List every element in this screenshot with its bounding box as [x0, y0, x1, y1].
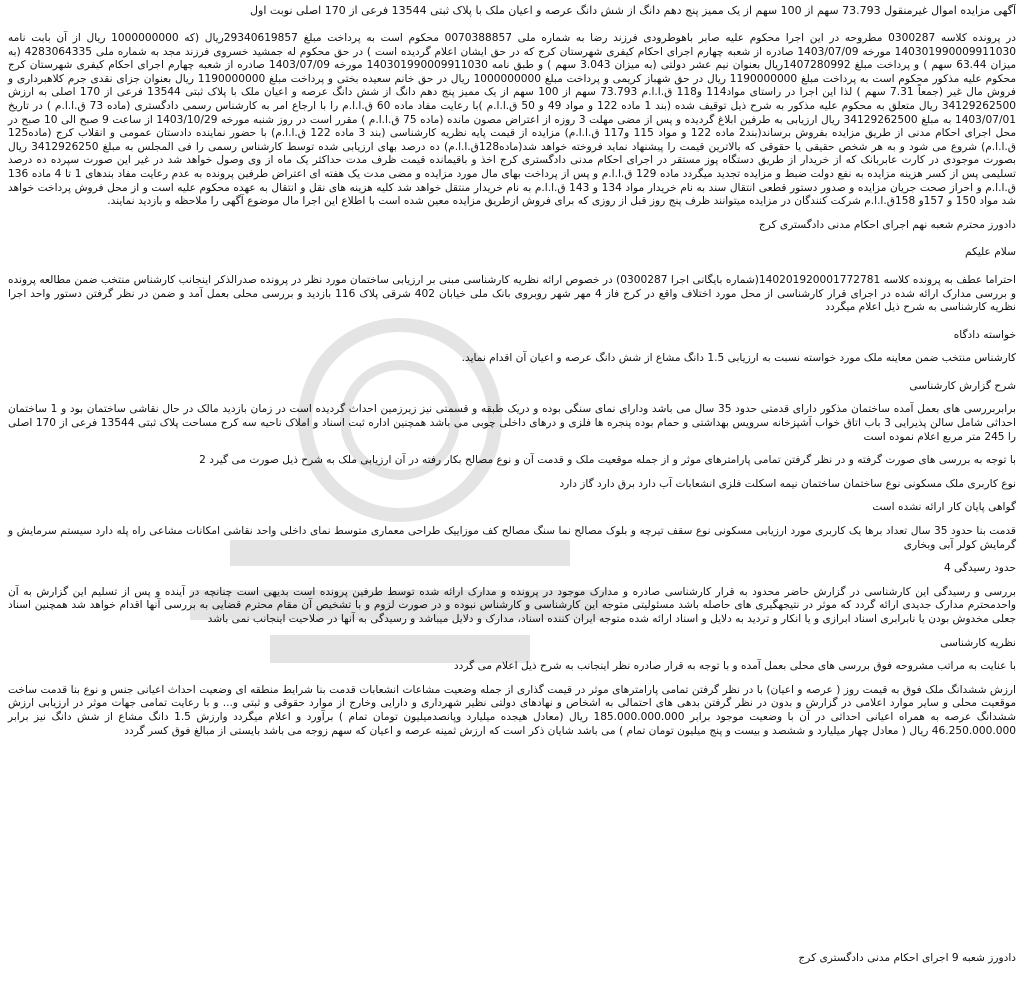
heading-court-request: خواسته دادگاه	[953, 328, 1016, 341]
paragraph-opinion-intro: با عنایت به مراتب مشروحه فوق بررسی های محلی بعمل آمده و با توجه به قرار صادره نظر اینجانب به شرح ذیل اعلام می گردد	[453, 660, 1016, 673]
paragraph-expert-intro: احتراما عطف به پرونده کلاسه 140201920001772781(شماره بایگانی اجرا 0300287) در خصوص ارائه نظریه کارشناسی مبنی بر ارزیابی ساختمان مورد نظر در پرونده صدرالذکر اینجانب کارشناس منتخب ضمن مطالعه پرونده و بررسی مدارک ارائه شده در اجرای قرار کارشناسی از محل مورد اختلاف واقع در کرج فاز 4 مهر شهر روبروی بانک ملی خیابان 402 شرقی پلاک 116 بازدید و بررسی محلی بعمل آمد و ضمن در نظر گرفتن دستور واحد اجرا نظریه کارشناسی به شرح ذیل اعلام میگردد	[8, 273, 1016, 314]
paragraph-completion-cert: گواهی پایان کار ارائه نشده است	[872, 501, 1016, 514]
heading-review-scope: حدود رسیدگی 4	[943, 562, 1016, 575]
heading-report: شرح گزارش کارشناسی	[909, 379, 1016, 392]
paragraph-case-summary: در پرونده کلاسه 0300287 مطروحه در این اجرا محکوم علیه صابر باهوطرودی فرزند رضا به شماره ملی 0070388857 محکوم است به پرداخت مبلغ 29340619857ریال (که 1000000000 ریال از آن بابت نامه 140301990009911030 مورخه 1403/07/09 صادره از شعبه چهارم اجرای احکام کیفری شهرستان کرج که در حق ایشان اعلام گردیده است ) در حق محکوم له جمشید خسروی فرزند مجد به شماره ملی 4283064335 (به میزان 63.44 سهم ) و پرداخت مبلغ 1407280992ریال بعنوان نیم عشر دولتی (به میزان 3.043 سهم ) و طبق نامه 140301990009911030 مورخه 1403/07/09 صادره از شعبه چهارم اجرای احکام کیفری شهرستان کرج محکوم علیه مذکور محکوم است به پرداخت مبلغ 1190000000 ریال در حق شهباز کریمی و پرداخت مبلغ 1000000000 ریال در حق خانم سعیده بختی و پرداخت مبلغ 1190000000 ریال بعنوان جزای نقدی جرم کلاهبرداری و فروش مال غیر (جمعاً 7.31 سهم ) لذا این اجرا در راستای مواد114 و118 ق.ا.ا.م 73.793 سهم از 100 سهم از یک ممیز پنج دهم دانگ از شش دانگ عرصه و اعیان ملک با پلاک ثبتی 13544 فرعی از 170 اصلی به ارزش 34129262500 ریال متعلق به محکوم علیه مذکور به شرح ذیل توقیف شده (بند 1 ماده 122 و مواد 49 و 50 ق.ا.ا.م )با رعایت مفاد ماده 60 ق.ا.ا.م را با ارجاع امر به کارشناس رسمی دادگستری (ماده 73 ق.ا.ا.م ) در تاریخ 1403/07/01 به مبلغ 34129262500 ریال ارزیابی به طرفین ابلاغ گردیده و پس از مضی مهلت 3 روزه از اعتراض مصون مانده (ماده 75 ق.ا.ا.م ) مقرر است در روز شنبه مورخه 1403/10/29 از ساعت 9 صبح الی 10 صبح در محل اجرای احکام مدنی از طریق مزایده بفروش برساند(بند2 ماده 122 و مواد 115 و117 ق.ا.ا.م) مزایده از قیمت پایه نظریه کارشناسی (بند 3 ماده 122 ق.ا.ا.م) با حضور نماینده دادستان عمومی و انقلاب کرج (ماده125 ق.ا.ا.م) شروع می شود و به هر شخص حقیقی یا حقوقی که بالاترین قیمت را پیشنهاد نماید فروخته خواهد شد(ماده128ق.ا.ا.م) ده درصد بهای ارزیابی شده توسط کارشناس رسمی را فی المجلس به مبلغ 3412926250 ریال بصورت موجودی در کارت عابربانک که از خریدار از طریق دستگاه پوز مستقر در اجرای احکام مدنی دادگستری کرج اخذ و باقیمانده قیمت ظرف مدت حداکثر یک ماه از وی وصول خواهد شد در غیر این صورت سپرده ده درصد تسلیمی پس از کسر هزینه مزایده به نفع دولت ضبط و مزایده تجدید میگردد ماده 129 ق.ا.ا.م و پس از پرداخت بهای مال مورد مزایده و مضی مدت یک هفته ای اعتراض طرفین پرونده به عدم رعایت مفاد بندهای 1 تا 4 ماده 136 ق.ا.ا.م و احراز صحت جریان مزایده و صدور دستور قطعی انتقال سند به نام خریدار مواد 134 و 143 ق.ا.ا.م به نام خریدار منتقل خواهد شد کلیه هزینه های نقل و انتقال به عهده محکوم علیه است و از محل فروش پرداخت خواهد شد مواد 150 و 157و 158ق.ا.ا.م شرکت کنندگان در مزایده میتوانند ظرف پنج روز قبل از روزی که برای فروش ازطریق مزایده معین شده است با اطلاع این اجرا مال موضوع آگهی را ملاحظه و بازدید نمایند.	[8, 32, 1017, 208]
signature-line: دادورز شعبه 9 اجرای احکام مدنی دادگستری کرج	[798, 952, 1016, 964]
greeting-line: سلام علیکم	[964, 246, 1016, 259]
paragraph-valuation: ارزش ششدانگ ملک فوق به قیمت روز ( عرصه و اعیان) با در نظر گرفتن تمامی پارامترهای موثر در قیمت گذاری از جمله وضعیت مشاعات انشعابات قدمت بنا شرایط منطقه ای وضعیت احداث اعیانی جنس و نوع بنا قدمت ساخت موقعیت محلی و سایر موارد اعلامی در گزارش و بدون در نظر گرفتن بدهی های احتمالی به اشخاص و نهادهای دولتی نظیر شهرداری و دارایی وخارج از موارد حقوقی و ثبتی و... و با رعایت تمامی جهات موثر در ارزیابی ارزش ششدانگ عرصه به همراه اعیانی احداثی در آن با وضعیت موجود برابر 185.000.000.000 ریال (معادل هیجده میلیارد وپانصدمیلیون تومان تمام ) برآورد و اعلام میگردد وارزش 1.5 دانگ مشاع از شش دانگ نیز برابر 46.250.000.000 ریال ( معادل چهار میلیارد و ششصد و بیست و پنج میلیون تومان تمام ) می باشد شایان ذکر است که ارزش ثمینه عرصه و اعیان که سهم زوجه می باشد بایستی از مبالغ فوق کسر گردد	[8, 683, 1017, 737]
address-line: دادورز محترم شعبه نهم اجرای احکام مدنی دادگستری کرج	[758, 218, 1016, 231]
notice-title: آگهی مزایده اموال غیرمنقول 73.793 سهم از 100 سهم از یک ممیز پنج دهم دانگ از شش دانگ عرصه و اعیان ملک با پلاک ثبتی 13544 فرعی از 170 اصلی نوبت اول	[250, 4, 1016, 17]
paragraph-court-request: کارشناس منتخب ضمن معاینه ملک مورد خواسته نسبت به ارزیابی 1.5 دانگ مشاع از شش دانگ عرصه و اعیان آن اقدام نماید.	[461, 352, 1016, 365]
paragraph-assessment-basis: با توجه به بررسی های صورت گرفته و در نظر گرفتن تمامی پارامترهای موثر و از جمله موقعیت ملک و قدمت آن و نوع مصالح بکار رفته در آن ارزیابی ملک به شرح ذیل صورت می گیرد 2	[199, 454, 1016, 467]
paragraph-building-specs: قدمت بنا حدود 35 سال تعداد برها یک کاربری مورد ارزیابی مسکونی نوع سقف تیرچه و بلوک مصالح نما سنگ مصالح کف موزاییک طراحی معماری متوسط نمای داخلی واحد نقاشی امکانات مشاعی راه پله دارد سیستم سرمایش و گرمایش کولر آبی وبخاری	[8, 525, 1016, 551]
paragraph-review-scope: بررسی و رسیدگی این کارشناسی در گزارش حاضر محدود به قرار کارشناسی صادره و مدارک موجود در پرونده و مدارک ارائه شده توسط طرفین پرونده است بدیهی است چنانچه در آینده و پس از تسلیم این گزارش به آن واحدمحترم مدارک جدیدی ارائه گردد که موثر در نتیجهگیری های حاصله باشد مسئولیتی متوجه این کارشناسی و کارشناس نبوده و در صورت لزوم و با تشخیص آن مقام محترم قضایی به بررسی آنها اقدام خواهد شد همچنین اسناد جعلی مخدوش بودن یا نابرابری اسناد ابرازی و یا انکار و تردید به دلایل و اسناد ارائه شده متوجه ایران کننده اسناد، مدارک و دلایل میباشد و رسیدگی به آنها در صلاحیت اینجانب نمی باشد	[8, 585, 1016, 625]
heading-expert-opinion: نظریه کارشناسی	[940, 636, 1016, 649]
paragraph-report-details: برابربررسی های بعمل آمده ساختمان مذکور دارای قدمتی حدود 35 سال می باشد ودارای نمای سنگی بوده و دریک طبقه و قسمتی نیز زیرزمین احداث گردیده است در زمان بازدید مالک در حال نقاشی ساختمان بود و 1 ساختمان احداثی شامل سالن پذیرایی 3 باب اتاق خواب آشپزخانه سرویس بهداشتی و حمام بوده پنجره ها فلزی و درهای داخلی چوبی می باشد همچنین اداره ثبت اسناد و املاک ناحیه سه کرج مساحت پلاک ثبتی 13544 فرعی از 170 اصلی را 245 متر مربع اعلام نموده است	[8, 403, 1016, 443]
paragraph-usage-type: نوع کاربری ملک مسکونی نوع ساختمان ساختمان نیمه اسکلت فلزی انشعابات آب دارد برق دارد گاز دارد	[559, 477, 1016, 490]
